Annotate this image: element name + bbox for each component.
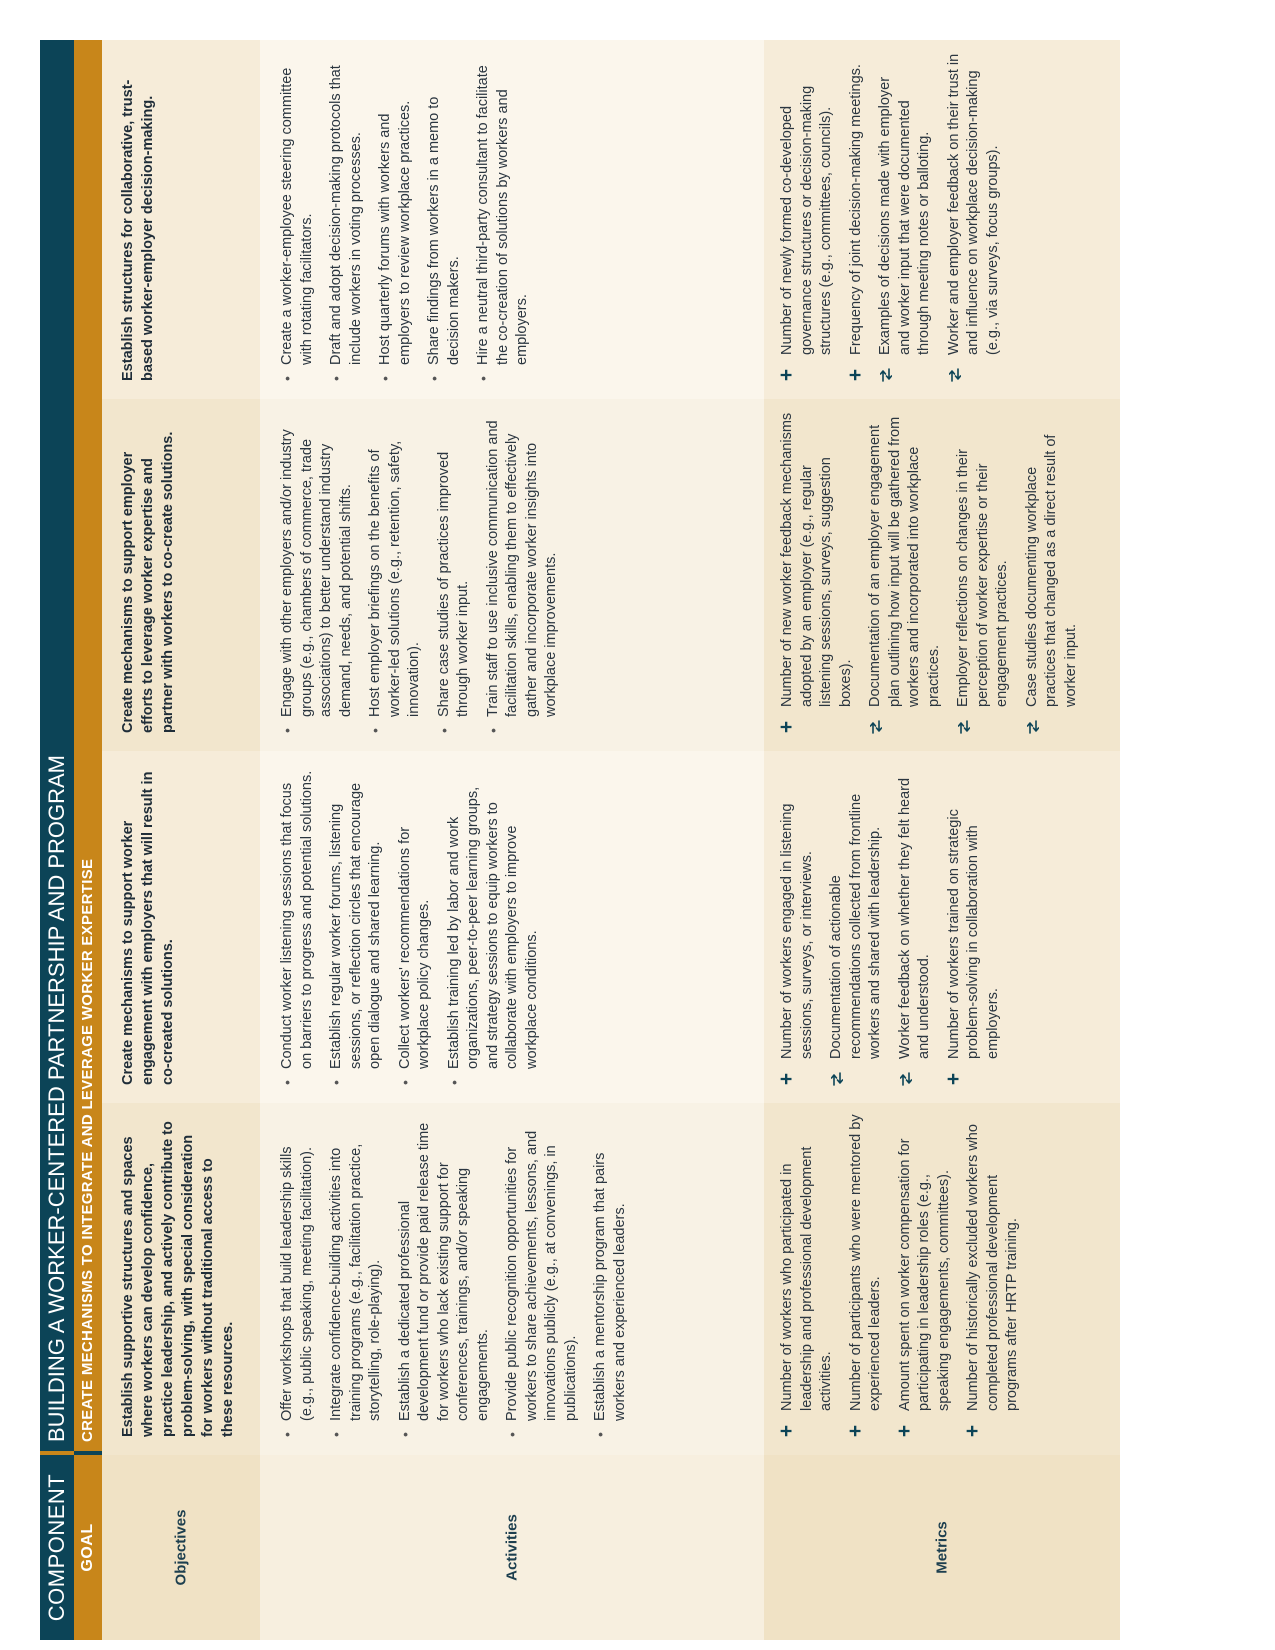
metric-text: Examples of decisions made with employer and worker input that were documented through meeting notes or balloting. (877, 76, 932, 355)
bullet-icon: • (279, 1080, 295, 1085)
plus-icon: + (775, 1072, 798, 1086)
metric-text: Documentation of an employer engagement plan outlining how input will be gathered from workers and incorporated into workplace practices. (867, 416, 942, 707)
objectives-label: Objectives (172, 1509, 190, 1586)
activity-text: Share findings from workers in a memo to decision makers. (426, 96, 462, 365)
objective-text: Create mechanisms to support worker engagement with employers that will result in co-created solutions. (120, 771, 176, 1085)
activity-item (366, 413, 425, 735)
component-label: COMPONENT (44, 1473, 69, 1622)
objective-text: Create mechanisms to support employer efforts to leverage worker expertise and partner with workers to co-create solutions. (120, 431, 176, 733)
activity-item (396, 765, 435, 1087)
metric-text: Number of workers engaged in listening sessions, surveys, or interviews. (779, 803, 815, 1059)
activity-item (474, 54, 533, 383)
bullet-icon: • (592, 1432, 608, 1437)
metrics-label: Metrics (933, 1521, 951, 1574)
activities-cell (260, 40, 764, 399)
activity-item (376, 54, 415, 383)
objectives-label-cell (102, 1455, 260, 1640)
metric-item (866, 409, 944, 741)
activity-item (445, 765, 543, 1087)
activity-item (327, 1117, 386, 1439)
activity-item (278, 54, 317, 383)
activity-text: Conduct worker listening sessions that focus on barriers to progress and potential solutions. (279, 770, 315, 1069)
metric-text: Number of historically excluded workers who completed professional development programs after HRTP training. (965, 1124, 1020, 1411)
metrics-cell (764, 399, 1120, 751)
metric-item (775, 761, 817, 1093)
goal-header (74, 40, 102, 1640)
activity-text: Hire a neutral third-party consultant to facilitate the co-creation of solutions by workers and employers. (475, 65, 530, 365)
metric-text: Employer reflections on changes in their perception of worker expertise or their engagement practices. (955, 449, 1010, 707)
activity-text: Train staff to use inclusive communication and facilitation skills, enabling them to effectively gather and incorporate worker insights into workplace improvements. (484, 420, 559, 717)
activity-item (278, 765, 317, 1087)
activity-item (278, 1117, 317, 1439)
bullet-icon: • (279, 728, 295, 733)
metric-text: Case studies documenting workplace practices that changed as a direct result of worker input. (1023, 434, 1079, 707)
metrics-cell (764, 40, 1120, 399)
activity-item (503, 1117, 581, 1439)
activity-item (278, 413, 356, 735)
activity-text: Draft and adopt decision-making protocols that include workers in voting processes. (328, 65, 364, 365)
metric-item (775, 50, 837, 389)
activity-item (396, 1117, 494, 1439)
plus-icon: + (892, 1424, 916, 1438)
activity-item (591, 1117, 630, 1439)
activity-item (327, 765, 386, 1087)
exchange-arrows-icon (1026, 719, 1044, 735)
activity-text: Establish regular worker forums, listening sessions, or reflection circles that encourage open dialogue and shared learning. (328, 782, 383, 1069)
bullet-icon: • (484, 728, 501, 733)
metrics-label-cell (764, 1455, 1120, 1640)
bullet-icon: • (279, 376, 295, 381)
metric-item (941, 761, 1004, 1093)
metric-item (775, 409, 856, 741)
metric-text: Number of workers trained on strategic problem-solving in collaboration with employers. (945, 809, 1001, 1059)
metric-item (843, 1113, 886, 1445)
activity-text: Collect workers' recommendations for workplace policy changes. (396, 826, 432, 1069)
bullet-icon: • (367, 728, 383, 733)
component-header (40, 40, 74, 1640)
plus-icon: + (775, 1424, 798, 1438)
activities-cell (260, 751, 764, 1103)
activity-text: Establish training led by labor and work organizations, peer-to-peer learning groups, and strategy sessions to equip workers to collaborate with employers to improve workplace conditions. (445, 786, 540, 1069)
objective-text: Establish structures for collaborative, trust-based worker-employer decision-making. (120, 79, 156, 381)
activities-row (260, 40, 764, 1640)
metric-text: Number of newly formed co-developed governance structures or decision-making structures (e.g., committees, councils). (779, 85, 834, 355)
activities-cell (260, 1103, 764, 1455)
header-divider (40, 1451, 74, 1455)
activity-text: Share case studies of practices improved through worker input. (435, 451, 471, 717)
metric-text: Number of new worker feedback mechanisms adopted by an employer (e.g., regular listening sessions, surveys, suggestion boxes). (779, 412, 854, 707)
metrics-cell (764, 1103, 1120, 1455)
activities-cell (260, 399, 764, 751)
objectives-row (102, 40, 260, 1640)
plus-icon: + (941, 1072, 965, 1086)
plus-icon: + (843, 368, 867, 382)
activity-text: Establish a mentorship program that pairs workers and experienced leaders. (592, 1152, 628, 1421)
activity-item (327, 54, 366, 383)
plus-icon: + (961, 1424, 984, 1438)
metric-item (775, 1113, 837, 1445)
metric-text: Number of participants who were mentored by experienced leaders. (847, 1114, 883, 1411)
activity-text: Create a worker-employee steering committee with rotating facilitators. (279, 67, 315, 365)
goal-title: CREATE MECHANISMS TO INTEGRATE AND LEVERAGE WORKER EXPERTISE (79, 858, 96, 1442)
goal-label: GOAL (79, 1523, 96, 1572)
bullet-icon: • (328, 1432, 344, 1437)
metric-text: Amount spent on worker compensation for participating in leadership roles (e.g., speaking engagements, committees). (896, 1138, 952, 1411)
metric-item (961, 1113, 1023, 1445)
activities-label: Activities (503, 1514, 521, 1581)
exchange-arrows-icon (899, 1071, 917, 1087)
plus-icon: + (843, 1424, 867, 1438)
plus-icon: + (775, 720, 798, 734)
metric-item (1023, 409, 1082, 741)
bullet-icon: • (328, 1080, 344, 1085)
metric-item (896, 761, 935, 1093)
metric-text: Worker and employer feedback on their trust in and influence on workplace decision-making (e.g., via surveys, focus groups). (945, 53, 1001, 355)
activities-label-cell (260, 1455, 764, 1640)
bullet-icon: • (475, 376, 491, 381)
bullet-icon: • (396, 1432, 413, 1437)
bullet-icon: • (426, 376, 442, 381)
metric-text: Worker feedback on whether they felt heard and understood. (896, 777, 932, 1059)
metric-item (827, 761, 886, 1093)
metric-item (945, 50, 1004, 389)
bullet-icon: • (396, 1080, 413, 1085)
activity-text: Provide public recognition opportunities for workers to share achievements, lessons, and innovations publicly (e.g., at convenings, in publications). (504, 1130, 579, 1421)
metric-item (892, 1113, 955, 1445)
metric-text: Documentation of actionable recommendations collected from frontline workers and shared with leadership. (828, 793, 883, 1059)
bullet-icon: • (445, 1080, 462, 1085)
activity-text: Offer workshops that build leadership skills (e.g., public speaking, meeting facilitation). (279, 1146, 315, 1421)
activity-text: Host employer briefings on the benefits of worker-led solutions (e.g., retention, safety, innovation). (367, 440, 422, 717)
bullet-icon: • (377, 376, 393, 381)
plus-icon: + (775, 368, 798, 382)
metric-item (954, 409, 1013, 741)
activity-text: Host quarterly forums with workers and employers to review workplace practices. (377, 100, 413, 365)
activity-item (484, 413, 562, 735)
exchange-arrows-icon (948, 367, 966, 383)
objective-cell (102, 1103, 260, 1455)
exchange-arrows-icon (957, 719, 975, 735)
activity-text: Engage with other employers and/or industry groups (e.g., chambers of commerce, trade associations) to better understand industry demand, needs, and potential shifts. (279, 429, 354, 717)
metrics-row (764, 40, 1120, 1640)
bullet-icon: • (328, 376, 344, 381)
rotated-table (40, 40, 1120, 1640)
objective-text: Establish supportive structures and spaces where workers can develop confidence, practice leadership, and actively contribute to problem-solving, with special consideration for workers without traditional access to these resources. (120, 1121, 236, 1437)
bullet-icon: • (279, 1432, 295, 1437)
exchange-arrows-icon (830, 1071, 848, 1087)
objective-cell (102, 40, 260, 399)
component-title: BUILDING A WORKER-CENTERED PARTNERSHIP AND PROGRAM (44, 754, 69, 1442)
exchange-arrows-icon (879, 367, 897, 383)
activity-text: Establish a dedicated professional development fund or provide paid release time for workers who lack existing support for conferences, trainings, and/or speaking engagements. (396, 1122, 491, 1421)
metric-text: Frequency of joint decision-making meetings. (847, 64, 864, 355)
objective-cell (102, 399, 260, 751)
activity-item (435, 413, 474, 735)
metrics-cell (764, 751, 1120, 1103)
metric-item (843, 50, 867, 389)
exchange-arrows-icon (869, 719, 887, 735)
goal-divider (74, 1451, 102, 1455)
bullet-icon: • (504, 1432, 520, 1437)
bullet-icon: • (435, 728, 452, 733)
activity-text: Integrate confidence-building activities into training programs (e.g., facilitation practice, storytelling, role-playing). (328, 1143, 383, 1421)
metric-text: Number of workers who participated in leadership and professional development activities. (779, 1146, 834, 1411)
activity-item (425, 54, 464, 383)
objective-cell (102, 751, 260, 1103)
metric-item (876, 50, 935, 389)
